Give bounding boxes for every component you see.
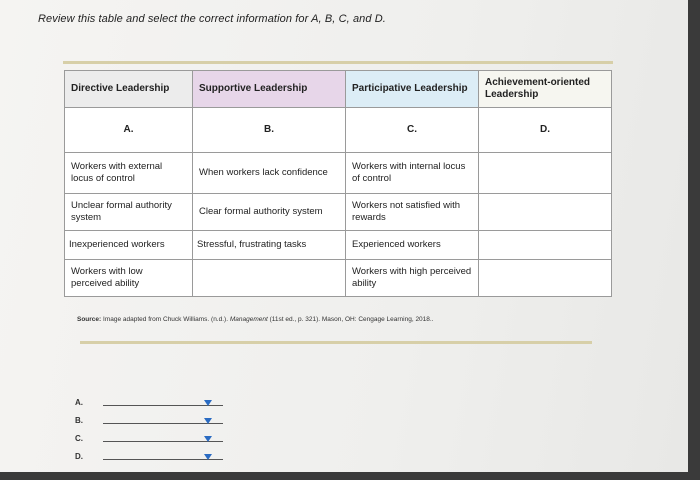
table-cell: Stressful, frustrating tasks (193, 231, 346, 260)
question-text: Review this table and select the correct information for A, B, C, and D. (38, 13, 386, 25)
leadership-table (64, 70, 612, 297)
table-cell (479, 260, 612, 297)
table-row (65, 153, 612, 194)
dropdown-arrow-icon[interactable] (204, 436, 212, 442)
answer-label-d: D. (75, 452, 83, 461)
answer-label-c: C. (75, 434, 83, 443)
source-citation (77, 316, 434, 323)
source-text-after: (11st ed., p. 321). Mason, OH: Cengage Learning, 2018.. (269, 316, 434, 323)
table-cell (193, 260, 346, 297)
table-cell: Workers with high perceived ability (346, 260, 479, 297)
header-participative: Participative Leadership (346, 71, 479, 108)
table-cell: Clear formal authority system (193, 194, 346, 231)
table-cell: Workers with external locus of control (65, 153, 193, 194)
table-cell: Inexperienced workers (65, 231, 193, 260)
table-cell: Workers not satisfied with rewards (346, 194, 479, 231)
table-cell: Workers with low perceived ability (65, 260, 193, 297)
dropdown-arrow-icon[interactable] (204, 454, 212, 460)
answer-label-a: A. (75, 398, 83, 407)
table-row (65, 231, 612, 260)
top-divider (63, 61, 613, 64)
table-row (65, 260, 612, 297)
answer-label-b: B. (75, 416, 83, 425)
letter-c: C. (346, 108, 479, 153)
table-cell (479, 231, 612, 260)
table-cell: When workers lack confidence (193, 153, 346, 194)
source-text-before: Image adapted from Chuck Williams. (n.d.). (103, 316, 229, 323)
source-label: Source: (77, 316, 102, 323)
letter-b: B. (193, 108, 346, 153)
header-supportive: Supportive Leadership (193, 71, 346, 108)
header-directive: Directive Leadership (65, 71, 193, 108)
table-row-letters (65, 108, 612, 153)
bottom-divider (80, 341, 592, 344)
table-cell (479, 153, 612, 194)
table-cell: Workers with internal locus of control (346, 153, 479, 194)
table-header-row (65, 71, 612, 108)
dropdown-arrow-icon[interactable] (204, 400, 212, 406)
source-title: Management (229, 316, 268, 323)
letter-a: A. (65, 108, 193, 153)
header-achievement: Achievement-oriented Leadership (479, 71, 612, 108)
table-cell (479, 194, 612, 231)
table-cell: Unclear formal authority system (65, 194, 193, 231)
letter-d: D. (479, 108, 612, 153)
table-row (65, 194, 612, 231)
table-cell: Experienced workers (346, 231, 479, 260)
dropdown-arrow-icon[interactable] (204, 418, 212, 424)
